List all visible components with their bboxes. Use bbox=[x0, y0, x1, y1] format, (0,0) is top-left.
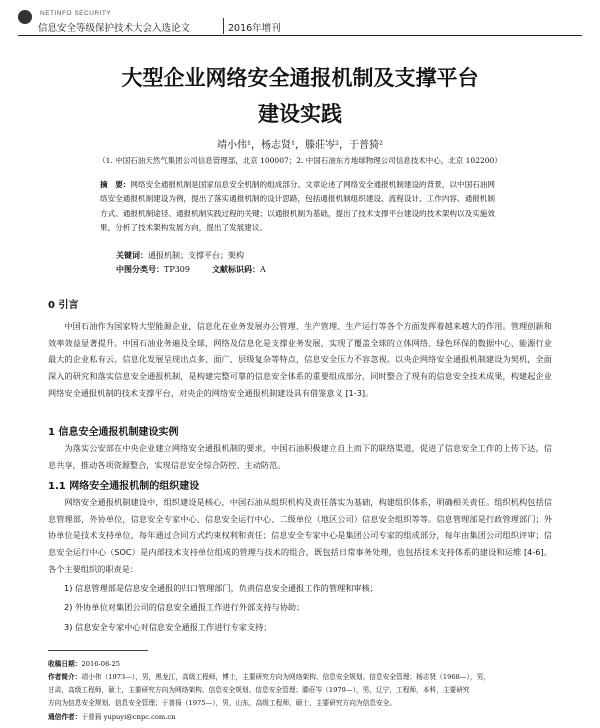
journal-logo-icon bbox=[18, 10, 32, 24]
keywords bbox=[116, 250, 244, 261]
classification bbox=[116, 264, 266, 275]
contact-value: 于普猗 yupuyi@cnpc.com.cn bbox=[81, 713, 176, 721]
journal-header bbox=[18, 10, 582, 36]
section-1-1-paragraph: 网络安全通报机制建设中，组织建设是核心，中国石油从组织机构及责任落实为基础，构建组织体系，明确相关责任。组织机构包括信息管理部，外协单位，信息安全专家中心、信息安全运行中心、二级单位（地区公司）信息安全组织等等。信息管理部是行政管理部门；外协单位是技术支持单位，每年通过合同方式约束权利和责任；信息安全专家中心是集团公司专家的组成部分，每年由集团公司组织评审；信息安全运行中心（SOC）是内部技术支持单位组成的管理与技术的组合，既包括日常事务处理，也包括技术支持体系的建设和运维 [4-6]。各个主要组织的职责是： bbox=[48, 497, 552, 574]
list-item: 2) 外协单位对集团公司的信息安全通报工作进行外部支持与协助； bbox=[64, 602, 305, 613]
journal-issue: 2016年增刊 bbox=[228, 23, 281, 34]
bio-line: 方向为信息安全规划、信息安全管理；于普猗（1975—），男，山东，高级工程师，硕士，主要研究方向为信息安全。 bbox=[48, 699, 397, 708]
section-heading-1-1: 1.1 网络安全通报机制的组织建设 bbox=[48, 481, 200, 492]
list-item: 3) 信息安全专家中心对信息安全通报工作进行专家支持； bbox=[64, 621, 272, 632]
journal-section-label: 信息安全等级保护技术大会入选论文 bbox=[38, 23, 191, 34]
doc-code: A bbox=[260, 265, 266, 274]
clc-code: TP309 bbox=[164, 265, 190, 274]
keywords-text: 通报机制；支撑平台；架构 bbox=[148, 251, 244, 260]
bio-label: 作者简介： bbox=[48, 673, 82, 681]
responsibility-list bbox=[64, 580, 552, 638]
contact-label: 通信作者： bbox=[48, 713, 82, 721]
bio-line: 甘肃，高级工程师，硕士，主要研究方向为网络架构、信息安全规划、信息安全管理；滕莊岑（1979—），男，辽宁，工程师，本科，主要研究 bbox=[48, 686, 470, 695]
bio-line: 靖小伟（1973—），男，黑龙江，高级工程师，博士，主要研究方向为网络架构、信息安全规划、信息安全管理；杨志贤（1968—），男， bbox=[81, 673, 490, 681]
received-date bbox=[48, 658, 552, 671]
journal-name-en: NETINFO SECURITY bbox=[40, 10, 112, 17]
intro-paragraph: 中国石油作为国家特大型能源企业，信息化在业务发展办公管理、生产管理、生产运行等各个方面发挥着越来越大的作用。管理创新和效率效益显著提升。中国石油业务遍及全球，网络及信息化是支撑业务发展，实现了覆盖全球的立体网络、绿色环保的数据中心、能源行业最大的企业私有云。信息化发展呈现出点多、面广、层级复杂等特点，信息安全压力不容忽视。以央企网络安全通报机制建设为契机，全面深入的研究和落实信息安全通报机制，是构建完整可靠的信息安全体系的重要组成部分，同时整合了现有的信息安全技术成果，构建起企业网络安全通报机制的技术支撑平台，对央企的网络安全通报机制建设具有借鉴意义 [1-3]。 bbox=[48, 321, 552, 398]
received-value: 2016-08-25 bbox=[81, 660, 120, 668]
clc-label: 中图分类号： bbox=[116, 265, 164, 274]
keywords-label: 关键词： bbox=[116, 251, 148, 260]
paper-title-line2: 建设实践 bbox=[258, 101, 342, 126]
doc-code-label: 文献标识码： bbox=[212, 265, 260, 274]
list-item: 1) 信息管理部是信息安全通报的归口管理部门，负责信息安全通报工作的管理和审核； bbox=[64, 583, 378, 593]
section-1-paragraph: 为落实公安部在中央企业建立网络安全通报机制的要求，中国石油积极建立自上而下的联络渠道，促进了信息安全工作的上传下达，信息共享，推动各项资源整合，实现信息安全综合防控、主动防范。 bbox=[48, 443, 552, 470]
abstract-text: 网络安全通报机制是国家信息安全机制的组成部分。文章论述了网络安全通报机制建设的背景，以中国石油网络安全通报机制建设为例，提出了落实通报机制的设计思路，包括通报机制组织建设、流程设计、工作内容、通报机制方式、通报机制途径、通报机制实践过程的关键；以通报机制为基础，提出了技术支撑平台建设的技术架构以及实施效果，分析了技术架构发展方向，提出了发展建议。 bbox=[100, 180, 495, 233]
author-bio bbox=[48, 671, 552, 711]
received-label: 收稿日期： bbox=[48, 660, 82, 668]
abstract-label: 摘 要： bbox=[100, 180, 131, 189]
section-heading-1: 1 信息安全通报机制建设实例 bbox=[48, 427, 179, 438]
affiliations: （1. 中国石油天然气集团公司信息管理部，北京 100007；2. 中国石油东方地球物理公司信息技术中心，北京 102200） bbox=[98, 156, 502, 165]
corresponding-author bbox=[48, 711, 552, 724]
header-rule bbox=[18, 35, 582, 36]
section-heading-intro: 0 引言 bbox=[48, 300, 79, 311]
abstract bbox=[100, 178, 495, 236]
footnote-rule bbox=[48, 650, 148, 651]
header-divider bbox=[223, 18, 224, 34]
author-list: 靖小伟¹，杨志贤¹，滕莊岑²，于普猗² bbox=[216, 140, 384, 151]
paper-title-line1: 大型企业网络安全通报机制及支撑平台 bbox=[121, 65, 479, 90]
